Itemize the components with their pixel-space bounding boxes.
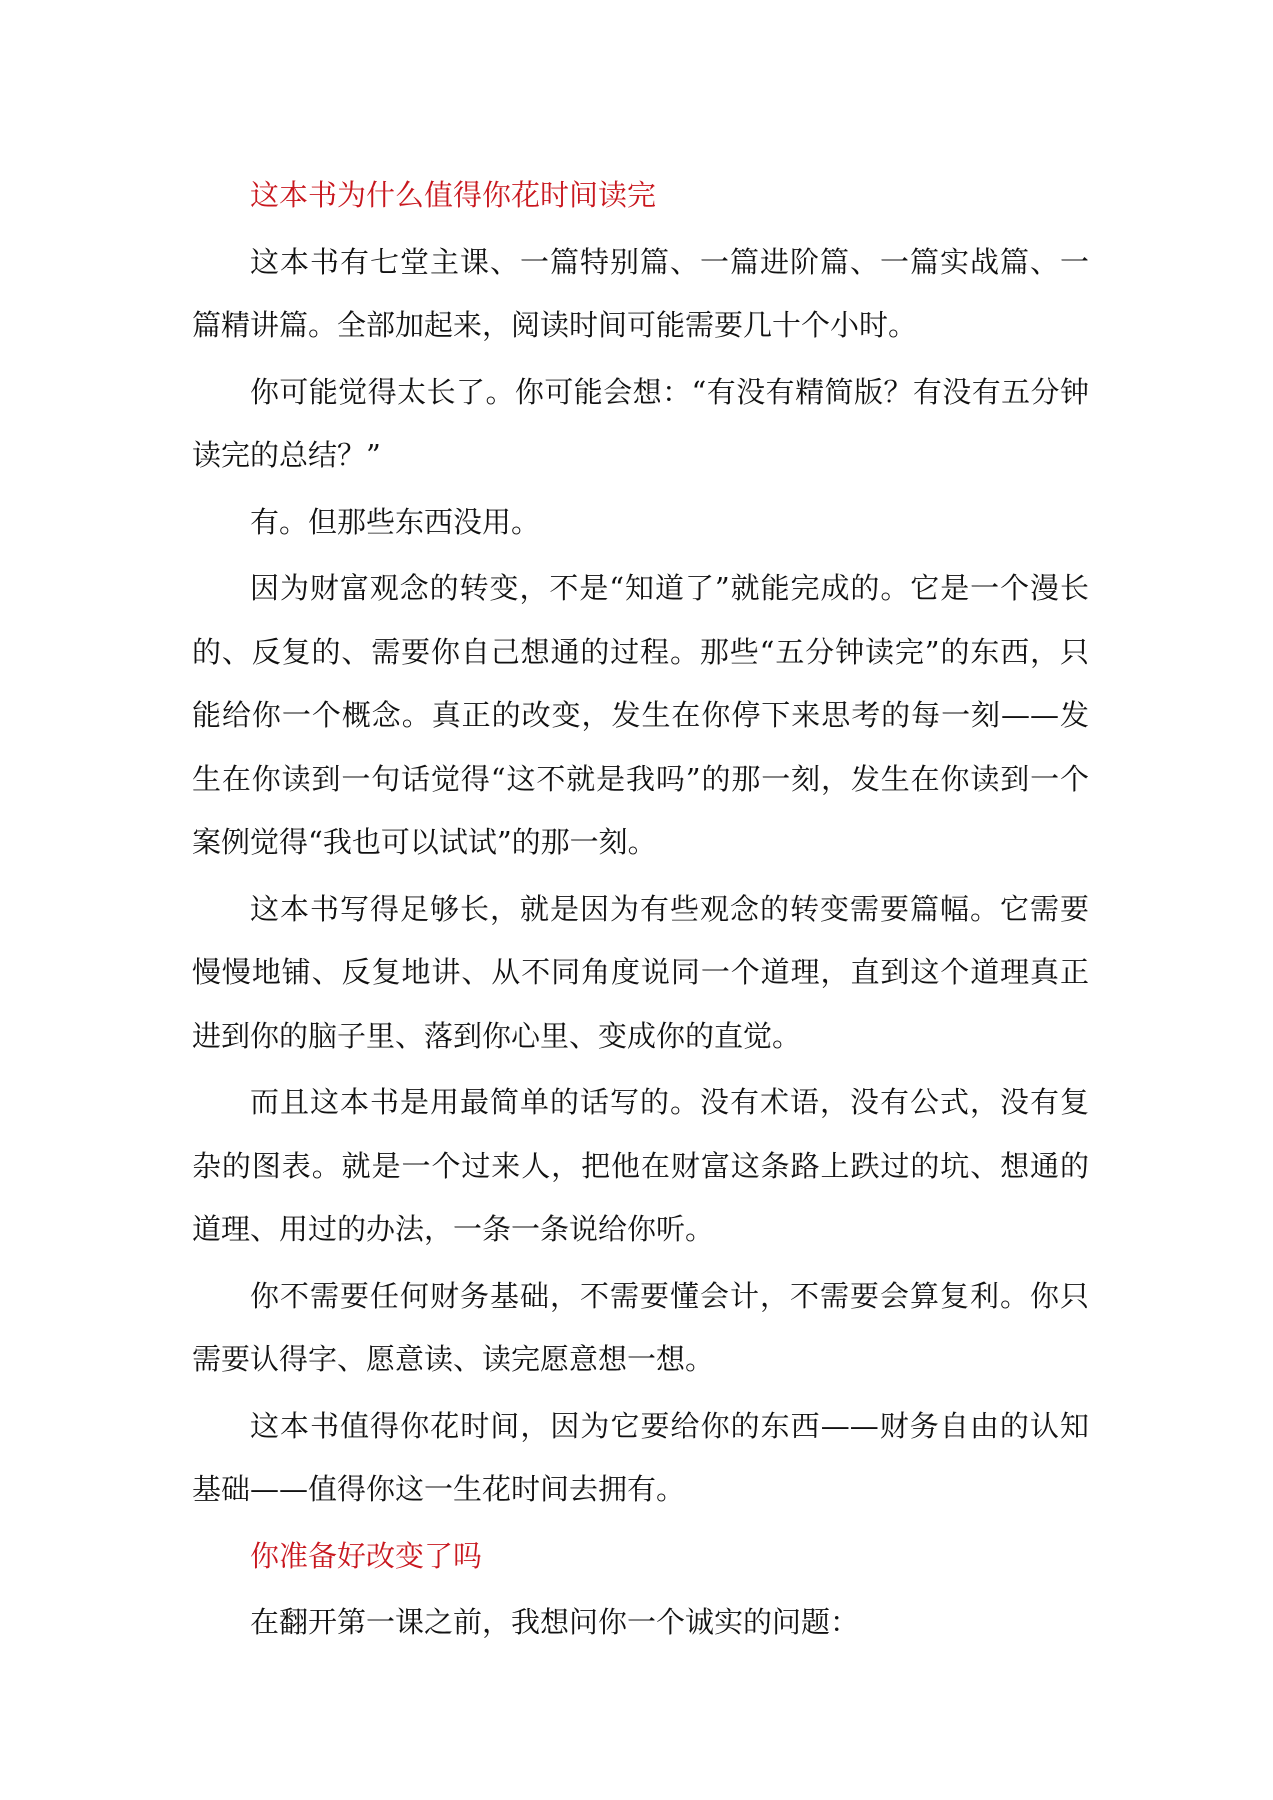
paragraph: 而且这本书是用最简单的话写的。没有术语，没有公式，没有复杂的图表。就是一个过来人，把他在财富这条路上跌过的坑、想通的道理、用过的办法，一条一条说给你听。: [192, 1085, 1089, 1246]
paragraph: 你可能觉得太长了。你可能会想：“有没有精简版？有没有五分钟读完的总结？”: [192, 374, 1089, 472]
section-heading-why-read: 这本书为什么值得你花时间读完: [250, 178, 657, 212]
paragraph: 这本书有七堂主课、一篇特别篇、一篇进阶篇、一篇实战篇、一篇精讲篇。全部加起来，阅读时间可能需要几十个小时。: [192, 244, 1089, 342]
paragraph: 有。但那些东西没用。: [250, 504, 541, 539]
paragraph: 因为财富观念的转变，不是“知道了”就能完成的。它是一个漫长的、反复的、需要你自己想通的过程。那些“五分钟读完”的东西，只能给你一个概念。真正的改变，发生在你停下来思考的每一刻——发生在你读到一句话觉得“这不就是我吗”的那一刻，发生在你读到一个案例觉得“我也可以试试”的那一刻。: [192, 571, 1089, 859]
section-heading-ready-to-change: 你准备好改变了吗: [250, 1538, 483, 1573]
paragraph: 你不需要任何财务基础，不需要懂会计，不需要会算复利。你只需要认得字、愿意读、读完愿意想一想。: [192, 1278, 1089, 1376]
paragraph: 这本书写得足够长，就是因为有些观念的转变需要篇幅。它需要慢慢地铺、反复地讲、从不同角度说同一个道理，直到这个道理真正进到你的脑子里、落到你心里、变成你的直觉。: [192, 891, 1089, 1053]
document-body: [192, 164, 1089, 1658]
paragraph: 这本书值得你花时间，因为它要给你的东西——财务自由的认知基础——值得你这一生花时间去拥有。: [192, 1408, 1089, 1506]
paragraph: 在翻开第一课之前，我想问你一个诚实的问题：: [250, 1605, 860, 1639]
